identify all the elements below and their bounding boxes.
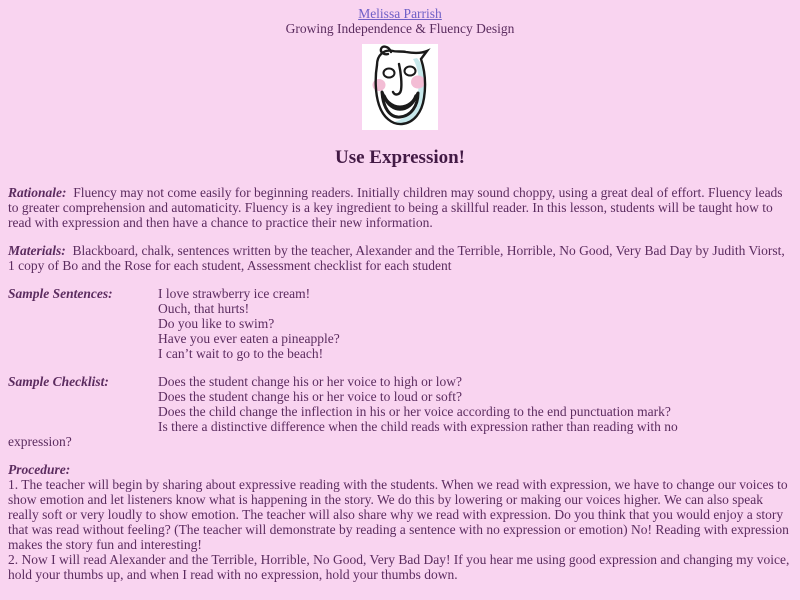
header <box>8 6 792 36</box>
sample-checklist-label: Sample Checklist: <box>8 374 109 389</box>
rationale-text: Fluency may not come easily for beginning readers. Initially children may sound choppy, using a great deal of effort. Fluency leads to greater comprehension and automaticity. Fluency is a key ingredient to being a skillful reader. In this lesson, students will be taught how to read with expression and then have a chance to practice their new information. <box>8 185 783 230</box>
materials-text: Blackboard, chalk, sentences written by the teacher, Alexander and the Terrible, Horrible, No Good, Very Bad Day by Judith Viorst, 1 copy of Bo and the Rose for each student, Assessment checklist for each student <box>8 243 785 273</box>
sample-sentence: Do you like to swim? <box>158 316 275 331</box>
sample-sentence: Have you ever eaten a pineapple? <box>158 331 340 346</box>
materials-label: Materials: <box>8 243 66 258</box>
procedure-section <box>8 462 792 582</box>
sample-checklist-section <box>8 374 792 449</box>
design-subtitle: Growing Independence & Fluency Design <box>285 21 515 36</box>
sample-sentence: Ouch, that hurts! <box>158 301 250 316</box>
procedure-label: Procedure: <box>8 462 71 477</box>
sample-sentence: I love strawberry ice cream! <box>158 286 311 301</box>
checklist-item: Does the child change the inflection in his or her voice according to the end punctuation mark? <box>158 404 671 419</box>
sample-sentences-label: Sample Sentences: <box>8 286 113 301</box>
page-title: Use Expression! <box>334 147 466 168</box>
checklist-wrap-line: expression? <box>8 434 72 449</box>
checklist-item: Is there a distinctive difference when the child reads with expression rather than reading with no <box>158 419 678 434</box>
procedure-step: 1. The teacher will begin by sharing about expressive reading with the students. When we read with expression, we have to change our voices to show emotion and let listeners know what is happening in the story. We do this by lowering or making our voices higher. We can also speak really soft or very loudly to show emotion. The teacher will also share why we read with expression. Do you think that you would enjoy a story that was read without feeling? (The teacher will demonstrate by reading a sentence with no expression or emotion) No! Reading with expression makes the story fun and interesting! <box>8 477 789 552</box>
sample-sentences-section <box>8 286 792 361</box>
comedy-mask-image <box>8 44 792 133</box>
rationale-section <box>8 185 792 230</box>
comedy-mask-icon <box>362 44 438 130</box>
sample-sentence: I can’t wait to go to the beach! <box>158 346 324 361</box>
procedure-step: 2. Now I will read Alexander and the Terrible, Horrible, No Good, Very Bad Day! If you hear me using good expression and changing my voice, hold your thumbs up, and when I read with no expression, hold your thumbs down. <box>8 552 790 582</box>
materials-section <box>8 243 792 273</box>
author-link[interactable]: Melissa Parrish <box>358 6 442 21</box>
checklist-item: Does the student change his or her voice to high or low? <box>158 374 463 389</box>
checklist-item: Does the student change his or her voice to loud or soft? <box>158 389 463 404</box>
rationale-label: Rationale: <box>8 185 67 200</box>
